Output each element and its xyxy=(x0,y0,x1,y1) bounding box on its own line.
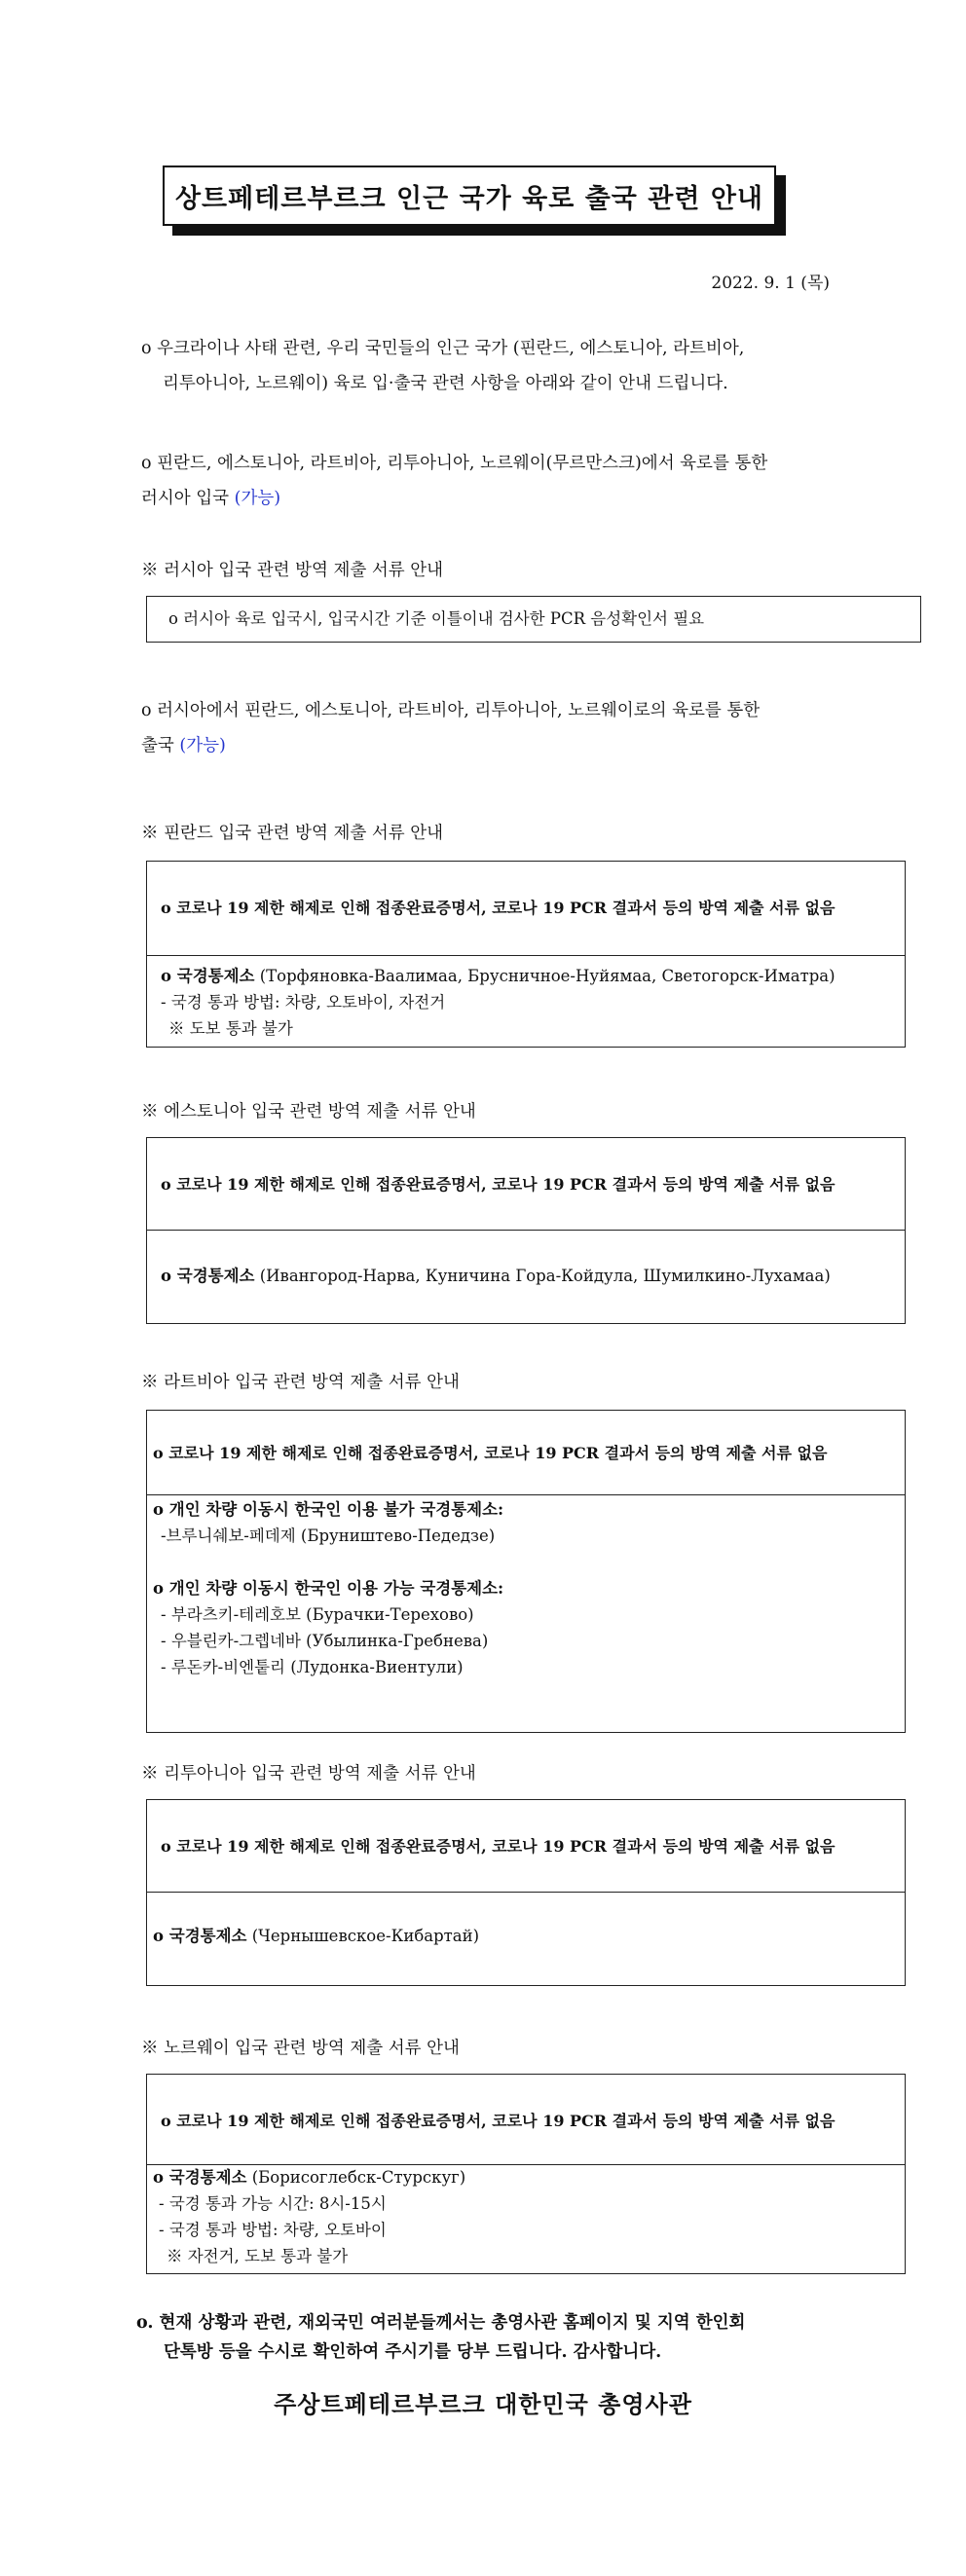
norway-crossing-label: o 국경통제소 xyxy=(153,2168,247,2187)
intro-line-1: o 우크라이나 사태 관련, 우리 국민들의 인근 국가 (핀란드, 에스토니아, 라트비아, xyxy=(141,339,745,358)
finland-crossing xyxy=(161,963,836,1042)
closing-line-1: o. 현재 상황과 관련, 재외국민 여러분들께서는 총영사관 홈페이지 및 지역 한인회 xyxy=(136,2313,746,2333)
entry-russia-line-2 xyxy=(141,481,842,516)
estonia-crossing-value: (Ивангород-Нарва, Куничина Гора-Койдула, Шумилкино-Лухамаа) xyxy=(254,1267,831,1285)
notice-date: 2022. 9. 1 (목) xyxy=(711,274,830,293)
norway-box xyxy=(146,2074,906,2274)
latvia-allowed-item: - 우블린카-그렙네바 (Убылинка-Гребнева) xyxy=(161,1632,489,1650)
latvia-box xyxy=(146,1410,906,1733)
norway-crossing-value: (Борисоглебск-Стурскуг) xyxy=(246,2168,466,2187)
norway-hours: - 국경 통과 가능 시간: 8시-15시 xyxy=(159,2194,387,2213)
estonia-heading: ※ 에스토니아 입국 관련 방역 제출 서류 안내 xyxy=(141,1102,476,1122)
latvia-allowed-label: o 개인 차량 이동시 한국인 이용 가능 국경통제소: xyxy=(153,1579,504,1598)
estonia-box xyxy=(146,1137,906,1324)
exit-russia-prefix: 출국 xyxy=(141,736,180,755)
lithuania-no-docs: o 코로나 19 제한 해제로 인해 접종완료증명서, 코로나 19 PCR 결과서 등의 방역 제출 서류 없음 xyxy=(161,1837,836,1856)
closing-line-2: 단톡방 등을 수시로 확인하여 주시기를 당부 드립니다. 감사합니다. xyxy=(164,2342,662,2362)
lithuania-crossing-value: (Чернышевское-Кибартай) xyxy=(246,1927,480,1945)
entry-russia-status: (가능) xyxy=(234,489,281,508)
russia-docs-text: o 러시아 육로 입국시, 입국시간 기준 이틀이내 검사한 PCR 음성확인서 필요 xyxy=(168,609,705,628)
finland-crossing-label: o 국경통제소 xyxy=(161,967,255,985)
lithuania-crossing-label: o 국경통제소 xyxy=(153,1927,247,1945)
consulate-signature: 주상트페테르부르크 대한민국 총영사관 xyxy=(274,2390,692,2418)
page-title xyxy=(163,166,776,226)
closing-paragraph xyxy=(136,2305,876,2370)
estonia-divider xyxy=(147,1230,905,1231)
finland-divider xyxy=(147,955,905,956)
latvia-no-docs: o 코로나 19 제한 해제로 인해 접종완료증명서, 코로나 19 PCR 결과서 등의 방역 제출 서류 없음 xyxy=(153,1444,828,1462)
norway-note: ※ 자전거, 도보 통과 불가 xyxy=(167,2247,349,2265)
latvia-allowed-item: - 부라츠키-테레호보 (Бурачки-Терехово) xyxy=(161,1605,474,1624)
estonia-crossing xyxy=(161,1263,831,1289)
entry-russia-prefix: 러시아 입국 xyxy=(141,489,235,508)
estonia-crossing-label: o 국경통제소 xyxy=(161,1267,255,1285)
latvia-divider xyxy=(147,1494,905,1495)
russia-docs-box xyxy=(146,596,921,643)
finland-crossing-value: (Торфяновка-Ваалимаа, Брусничное-Нуйямаа, Светогорск-Иматра) xyxy=(254,967,836,985)
lithuania-box xyxy=(146,1799,906,1986)
latvia-crossings xyxy=(153,1496,503,1680)
lithuania-heading: ※ 리투아니아 입국 관련 방역 제출 서류 안내 xyxy=(141,1764,476,1784)
norway-crossing xyxy=(153,2164,465,2269)
estonia-no-docs: o 코로나 19 제한 해제로 인해 접종완료증명서, 코로나 19 PCR 결과서 등의 방역 제출 서류 없음 xyxy=(161,1175,836,1194)
entry-russia-line-1: o 핀란드, 에스토니아, 라트비아, 리투아니아, 노르웨이(무르만스크)에서 육로를 통한 xyxy=(141,454,768,473)
intro-line-2: 리투아니아, 노르웨이) 육로 입·출국 관련 사항을 아래와 같이 안내 드립니다. xyxy=(163,374,728,393)
finland-note: ※ 도보 통과 불가 xyxy=(168,1019,293,1038)
page-title-text: 상트페테르부르크 인근 국가 육로 출국 관련 안내 xyxy=(174,183,764,214)
finland-heading: ※ 핀란드 입국 관련 방역 제출 서류 안내 xyxy=(141,824,444,843)
latvia-heading: ※ 라트비아 입국 관련 방역 제출 서류 안내 xyxy=(141,1373,460,1392)
exit-russia-line-1: o 러시아에서 핀란드, 에스토니아, 라트비아, 리투아니아, 노르웨이로의 육로를 통한 xyxy=(141,701,761,720)
entry-russia-paragraph xyxy=(141,446,842,516)
norway-heading: ※ 노르웨이 입국 관련 방역 제출 서류 안내 xyxy=(141,2039,460,2058)
finland-box xyxy=(146,861,906,1048)
finland-no-docs: o 코로나 19 제한 해제로 인해 접종완료증명서, 코로나 19 PCR 결과서 등의 방역 제출 서류 없음 xyxy=(161,899,836,917)
exit-russia-paragraph xyxy=(141,693,842,763)
intro-paragraph xyxy=(141,331,842,401)
lithuania-crossing xyxy=(153,1923,479,1949)
lithuania-divider xyxy=(147,1892,905,1893)
latvia-not-allowed-label: o 개인 차량 이동시 한국인 이용 불가 국경통제소: xyxy=(153,1500,504,1519)
title-box xyxy=(163,166,786,236)
exit-russia-line-2 xyxy=(141,728,842,763)
norway-method: - 국경 통과 방법: 차량, 오토바이 xyxy=(159,2221,387,2239)
russia-docs-heading: ※ 러시아 입국 관련 방역 제출 서류 안내 xyxy=(141,561,444,580)
finland-method: - 국경 통과 방법: 차량, 오토바이, 자전거 xyxy=(161,993,446,1012)
latvia-not-allowed-item: -브루니쉐보-페데제 (Бруништево-Педедзе) xyxy=(161,1527,496,1545)
exit-russia-status: (가능) xyxy=(179,736,226,755)
latvia-allowed-item: - 루돈카-비엔퉅리 (Лудонка-Виентули) xyxy=(161,1658,464,1676)
norway-no-docs: o 코로나 19 제한 해제로 인해 접종완료증명서, 코로나 19 PCR 결과서 등의 방역 제출 서류 없음 xyxy=(161,2112,836,2130)
